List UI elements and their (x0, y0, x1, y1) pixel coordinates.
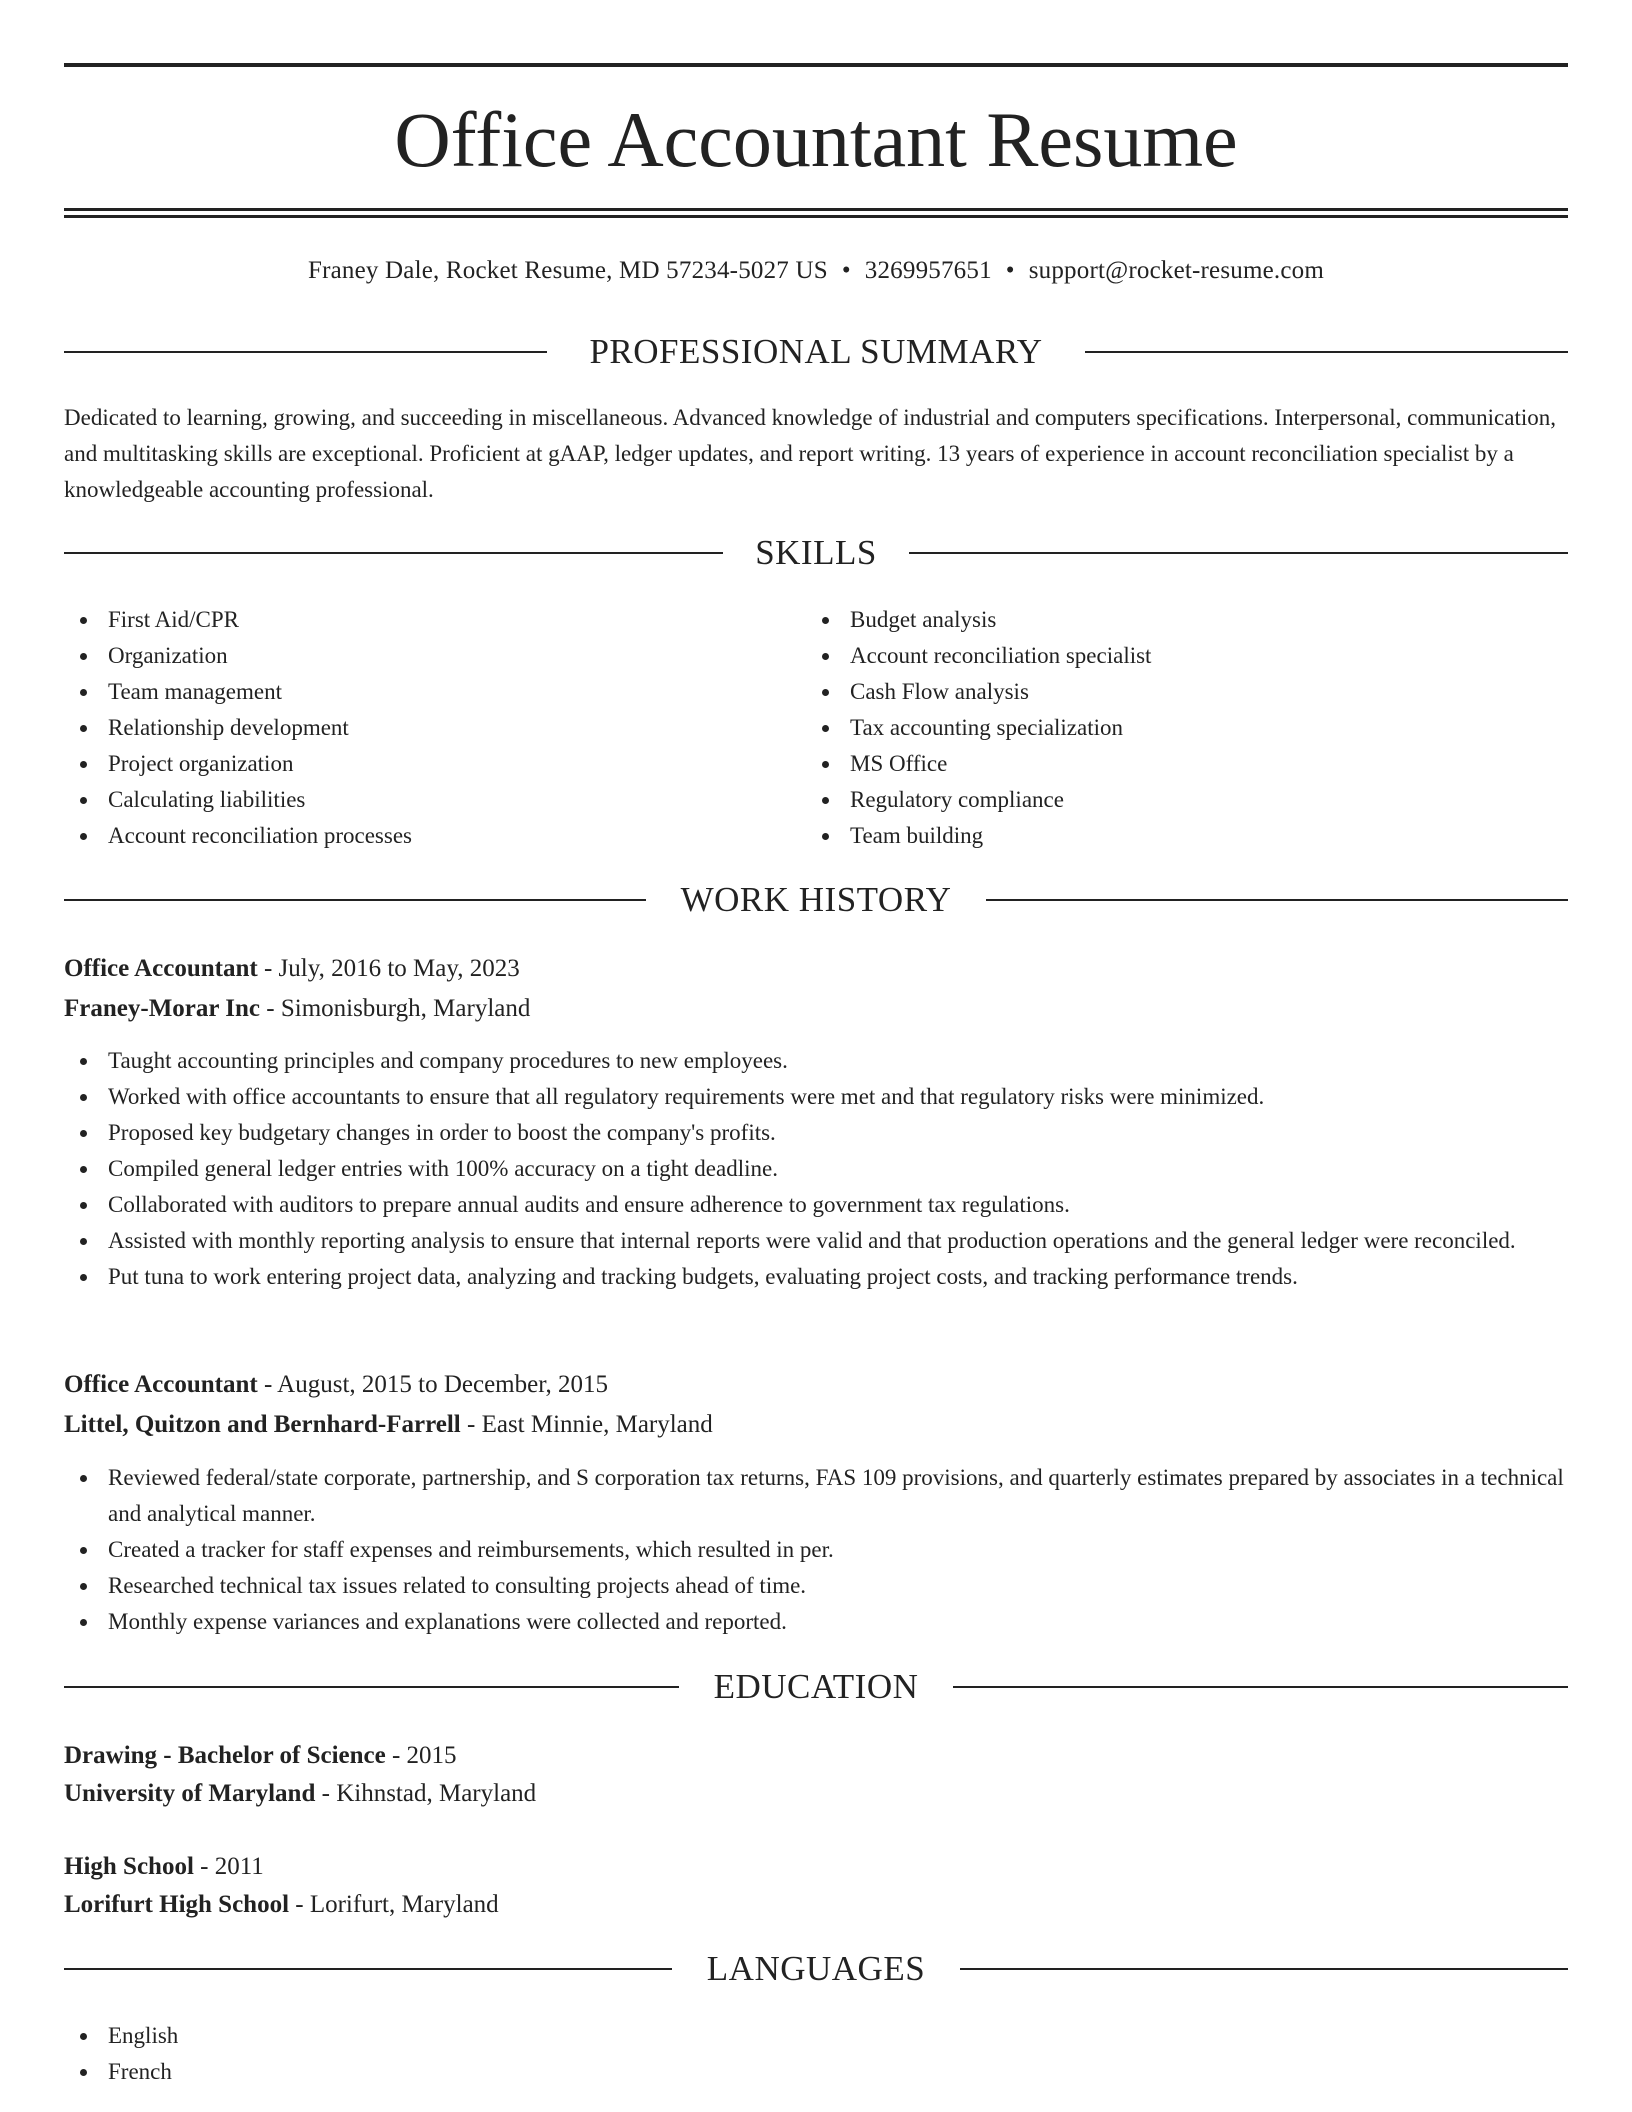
skill-item: Tax accounting specialization (806, 710, 1546, 746)
heading-rule (960, 1968, 1568, 1970)
job-bullets (64, 1043, 1568, 1295)
education-degree-line (64, 1738, 1568, 1774)
skill-item: MS Office (806, 746, 1546, 782)
summary-heading (64, 332, 1568, 372)
skill-item: Project organization (64, 746, 804, 782)
contact-line (64, 254, 1568, 288)
skill-item: First Aid/CPR (64, 602, 804, 638)
job-location: - East Minnie, Maryland (460, 1411, 713, 1438)
education-degree: High School (64, 1853, 194, 1880)
job-company-line (64, 991, 1568, 1027)
contact-email: support@rocket-resume.com (1028, 257, 1325, 284)
resume-title: Office Accountant Resume (394, 96, 1238, 183)
education-year: - 2015 (385, 1742, 457, 1769)
summary-heading-label: PROFESSIONAL SUMMARY (589, 332, 1043, 371)
heading-rule (1085, 351, 1568, 353)
skill-item: Team management (64, 674, 804, 710)
job-title-line (64, 1367, 1568, 1403)
heading-rule (953, 1686, 1568, 1688)
languages-heading-label: LANGUAGES (706, 1949, 926, 1988)
job-company: Littel, Quitzon and Bernhard-Farrell (64, 1411, 461, 1438)
job-title: Office Accountant (64, 955, 258, 982)
education-school-line (64, 1776, 1568, 1812)
skills-heading-label: SKILLS (755, 533, 877, 572)
education-heading (64, 1667, 1568, 1707)
job-bullet: Created a tracker for staff expenses and reimbursements, which resulted in per. (64, 1532, 1568, 1568)
job-bullet: Collaborated with auditors to prepare annual audits and ensure adherence to government tax regulations. (64, 1187, 1568, 1223)
heading-rule (986, 899, 1568, 901)
title-rule-lower (64, 215, 1568, 218)
education-location: - Lorifurt, Maryland (289, 1891, 499, 1918)
contact-phone: 3269957651 (864, 257, 992, 284)
title-rule-upper (64, 208, 1568, 211)
top-rule (64, 63, 1568, 67)
job-title-line (64, 951, 1568, 987)
work-heading (64, 880, 1568, 920)
job-company: Franey-Morar Inc (64, 995, 261, 1022)
skill-item: Relationship development (64, 710, 804, 746)
job-location: - Simonisburgh, Maryland (260, 995, 531, 1022)
skills-list-right (806, 602, 1546, 854)
languages-heading (64, 1949, 1568, 1989)
skill-item: Account reconciliation specialist (806, 638, 1546, 674)
contact-separator: • (841, 257, 851, 284)
skill-item: Account reconciliation processes (64, 818, 804, 854)
skills-heading (64, 533, 1568, 573)
job-bullet: Researched technical tax issues related to consulting projects ahead of time. (64, 1568, 1568, 1604)
job-dates: - July, 2016 to May, 2023 (257, 955, 520, 982)
education-degree-line (64, 1849, 1568, 1885)
education-school: Lorifurt High School (64, 1891, 290, 1918)
job-bullet: Compiled general ledger entries with 100% accuracy on a tight deadline. (64, 1151, 1568, 1187)
job-bullet: Reviewed federal/state corporate, partnership, and S corporation tax returns, FAS 109 provisions, and quarterly estimates prepared by associates in a technical and analytical manner. (64, 1460, 1568, 1532)
skill-item: Regulatory compliance (806, 782, 1546, 818)
contact-separator: • (1005, 257, 1015, 284)
job-bullet: Proposed key budgetary changes in order to boost the company's profits. (64, 1115, 1568, 1151)
skill-item: Budget analysis (806, 602, 1546, 638)
education-school: University of Maryland (64, 1780, 316, 1807)
education-degree: Drawing - Bachelor of Science (64, 1742, 386, 1769)
skills-list-left (64, 602, 804, 854)
job-company-line (64, 1407, 1568, 1443)
job-bullets (64, 1460, 1568, 1640)
languages-list (64, 2018, 1568, 2090)
skill-item: Team building (806, 818, 1546, 854)
language-item: English (64, 2018, 1568, 2054)
job-dates: - August, 2015 to December, 2015 (257, 1371, 609, 1398)
job-bullet: Taught accounting principles and company procedures to new employees. (64, 1043, 1568, 1079)
summary-text: Dedicated to learning, growing, and succeeding in miscellaneous. Advanced knowledge of industrial and computers specifications. Interpersonal, communication, and multitasking skills are exceptional. Proficient at gAAP, ledger updates, and report writing. 13 years of experience in account reconciliation specialist by a knowledgeable accounting professional. (64, 405, 1557, 502)
job-bullet: Monthly expense variances and explanations were collected and reported. (64, 1604, 1568, 1640)
job-title: Office Accountant (64, 1371, 258, 1398)
job-bullet: Put tuna to work entering project data, analyzing and tracking budgets, evaluating project costs, and tracking performance trends. (64, 1259, 1568, 1295)
work-heading-label: WORK HISTORY (680, 880, 952, 919)
education-heading-label: EDUCATION (713, 1667, 919, 1706)
education-school-line (64, 1887, 1568, 1923)
language-item: French (64, 2054, 1568, 2090)
education-location: - Kihnstad, Maryland (315, 1780, 537, 1807)
skill-item: Calculating liabilities (64, 782, 804, 818)
skill-item: Organization (64, 638, 804, 674)
education-year: - 2011 (193, 1853, 264, 1880)
job-bullet: Assisted with monthly reporting analysis to ensure that internal reports were valid and that production operations and the general ledger were reconciled. (64, 1223, 1568, 1259)
skill-item: Cash Flow analysis (806, 674, 1546, 710)
heading-rule (909, 552, 1568, 554)
contact-address: Franey Dale, Rocket Resume, MD 57234-5027 US (307, 257, 828, 284)
job-bullet: Worked with office accountants to ensure that all regulatory requirements were met and that regulatory risks were minimized. (64, 1079, 1568, 1115)
